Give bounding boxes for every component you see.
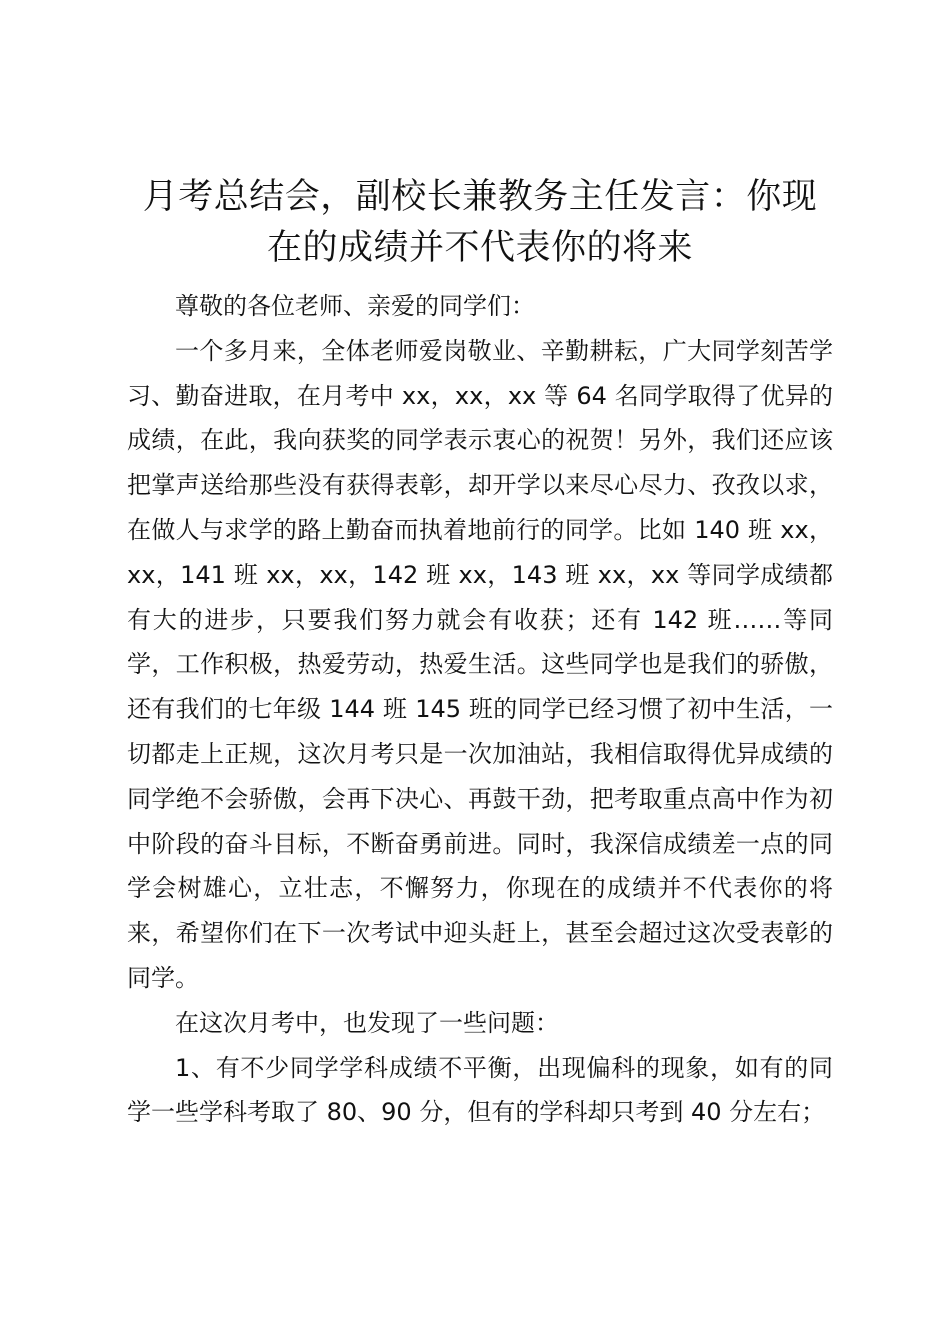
- salutation-paragraph: 尊敬的各位老师、亲爱的同学们：: [175, 292, 535, 320]
- document-body: [127, 172, 833, 1135]
- document-title: 月考总结会，副校长兼教务主任发言：你现在的成绩并不代表你的将来: [142, 177, 818, 268]
- body-paragraph-problems-intro: 在这次月考中，也发现了一些问题：: [175, 1008, 559, 1037]
- body-paragraph-achievements: 一个多月来，全体老师爱岗敬业、辛勤耕耘，广大同学刻苦学习、勤奋进取，在月考中 xx，xx，xx 等 64 名同学取得了优异的成绩，在此，我向获奖的同学表示衷心的祝贺！另外，我们还应该把掌声送给那些没有获得表彰，却开学以来尽心尽力、孜孜以求，在做人与求学的路上勤奋而执着地前行的同学。比如 140 班 xx，xx，141 班 xx，xx，142 班 xx，143 班 xx，xx 等同学成绩都有大的进步，只要我们努力就会有收获；还有 142 班……等同学，工作积极，热爱劳动，热爱生活。这些同学也是我们的骄傲，还有我们的七年级 144 班 145 班的同学已经习惯了初中生活，一切都走上正规，这次月考只是一次加油站，我相信取得优异成绩的同学绝不会骄傲，会再下决心、再鼓干劲，把考取重点高中作为初中阶段的奋斗目标，不断奋勇前进。同时，我深信成绩差一点的同学会树雄心，立壮志，不懈努力，你现在的成绩并不代表你的将来，希望你们在下一次考试中迎头赶上，甚至会超过这次受表彰的同学。: [127, 336, 833, 992]
- body-paragraph-problem-1: 1、有不少同学学科成绩不平衡，出现偏科的现象，如有的同学一些学科考取了 80、90 分，但有的学科却只考到 40 分左右；: [127, 1053, 833, 1127]
